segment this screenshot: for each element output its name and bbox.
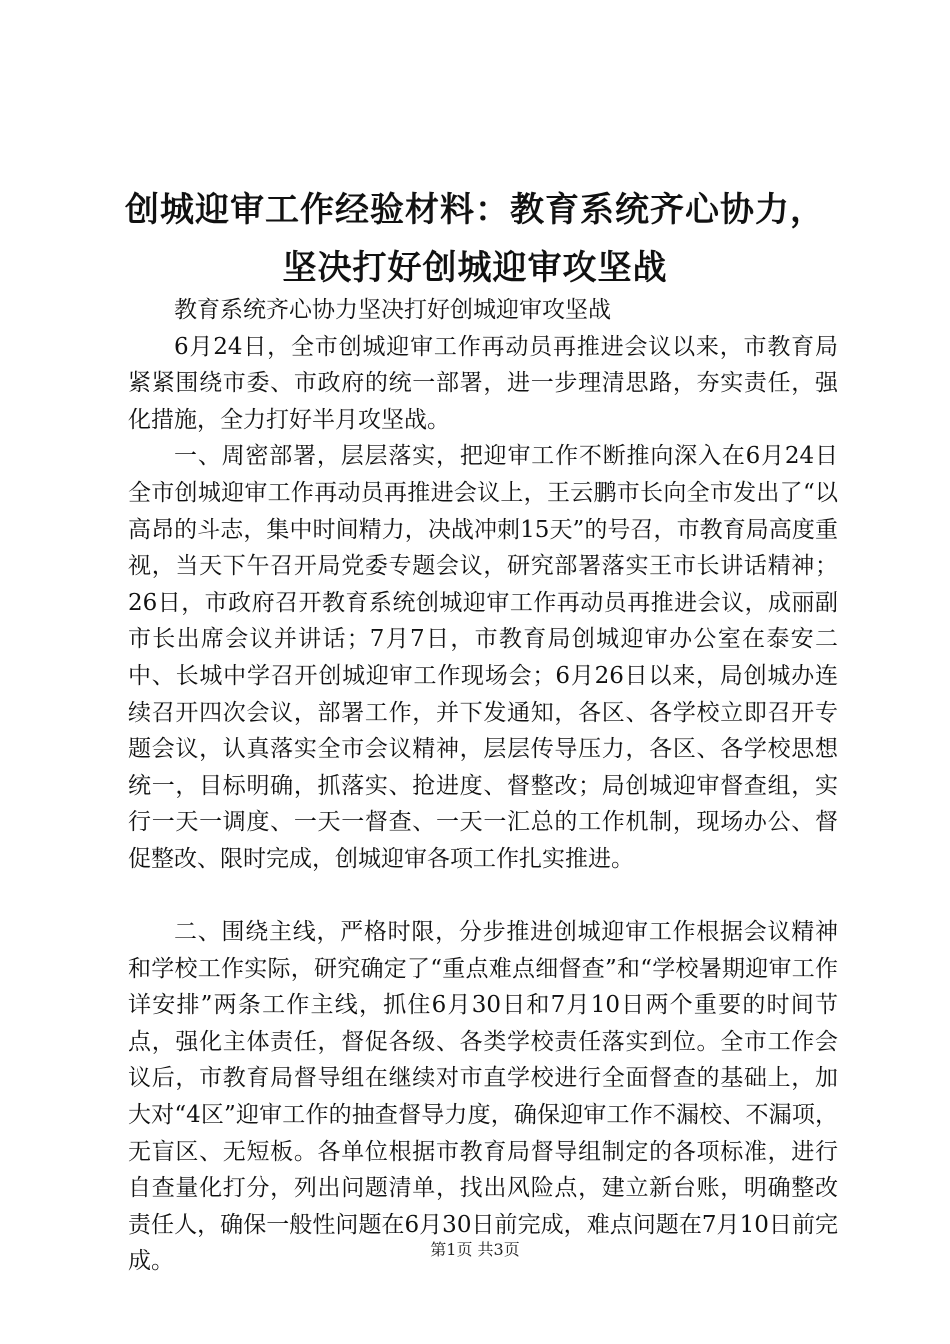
paragraph-section-1: 一、周密部署，层层落实，把迎审工作不断推向深入在6月24日全市创城迎审工作再动员再推进会议上，王云鹏市长向全市发出了“以高昂的斗志，集中时间精力，决战冲刺15天”的号召，市教育局高度重视，当天下午召开局党委专题会议，研究部署落实王市长讲话精神；26日，市政府召开教育系统创城迎审工作再动员再推进会议，成丽副市长出席会议并讲话；7月7日，市教育局创城迎审办公室在泰安二中、长城中学召开创城迎审工作现场会；6月26日以来，局创城办连续召开四次会议，部署工作，并下发通知，各区、各学校立即召开专题会议，认真落实全市会议精神，层层传导压力，各区、各学校思想统一，目标明确，抓落实、抢进度、督整改；局创城迎审督查组，实行一天一调度、一天一督查、一天一汇总的工作机制，现场办公、督促整改、限时完成，创城迎审各项工作扎实推进。 [128,443,838,872]
paragraph-intro: 6月24日，全市创城迎审工作再动员再推进会议以来，市教育局紧紧围绕市委、市政府的统一部署，进一步理清思路，夯实责任，强化措施，全力打好半月攻坚战。 [128,333,838,433]
page-footer: 第1页 共3页 [430,1240,520,1259]
paragraph-subtitle: 教育系统齐心协力坚决打好创城迎审攻坚战 [174,297,611,323]
document-title-line-2: 坚决打好创城迎审攻坚战 [282,248,668,288]
paragraph-section-2: 二、围绕主线，严格时限，分步推进创城迎审工作根据会议精神和学校工作实际，研究确定了“重点难点细督查”和“学校暑期迎审工作详安排”两条工作主线，抓住6月30日和7月10日两个重要的时间节点，强化主体责任，督促各级、各类学校责任落实到位。全市工作会议后，市教育局督导组在继续对市直学校进行全面督查的基础上，加大对“4区”迎审工作的抽查督导力度，确保迎审工作不漏校、不漏项，无盲区、无短板。各单位根据市教育局督导组制定的各项标准，进行自查量化打分，列出问题清单，找出风险点，建立新台账，明确整改责任人，确保一般性问题在6月30日前完成，难点问题在7月10日前完成。 [128,919,838,1275]
document-title-line-1: 创城迎审工作经验材料：教育系统齐心协力， [125,190,825,230]
document-body [128,292,838,1280]
